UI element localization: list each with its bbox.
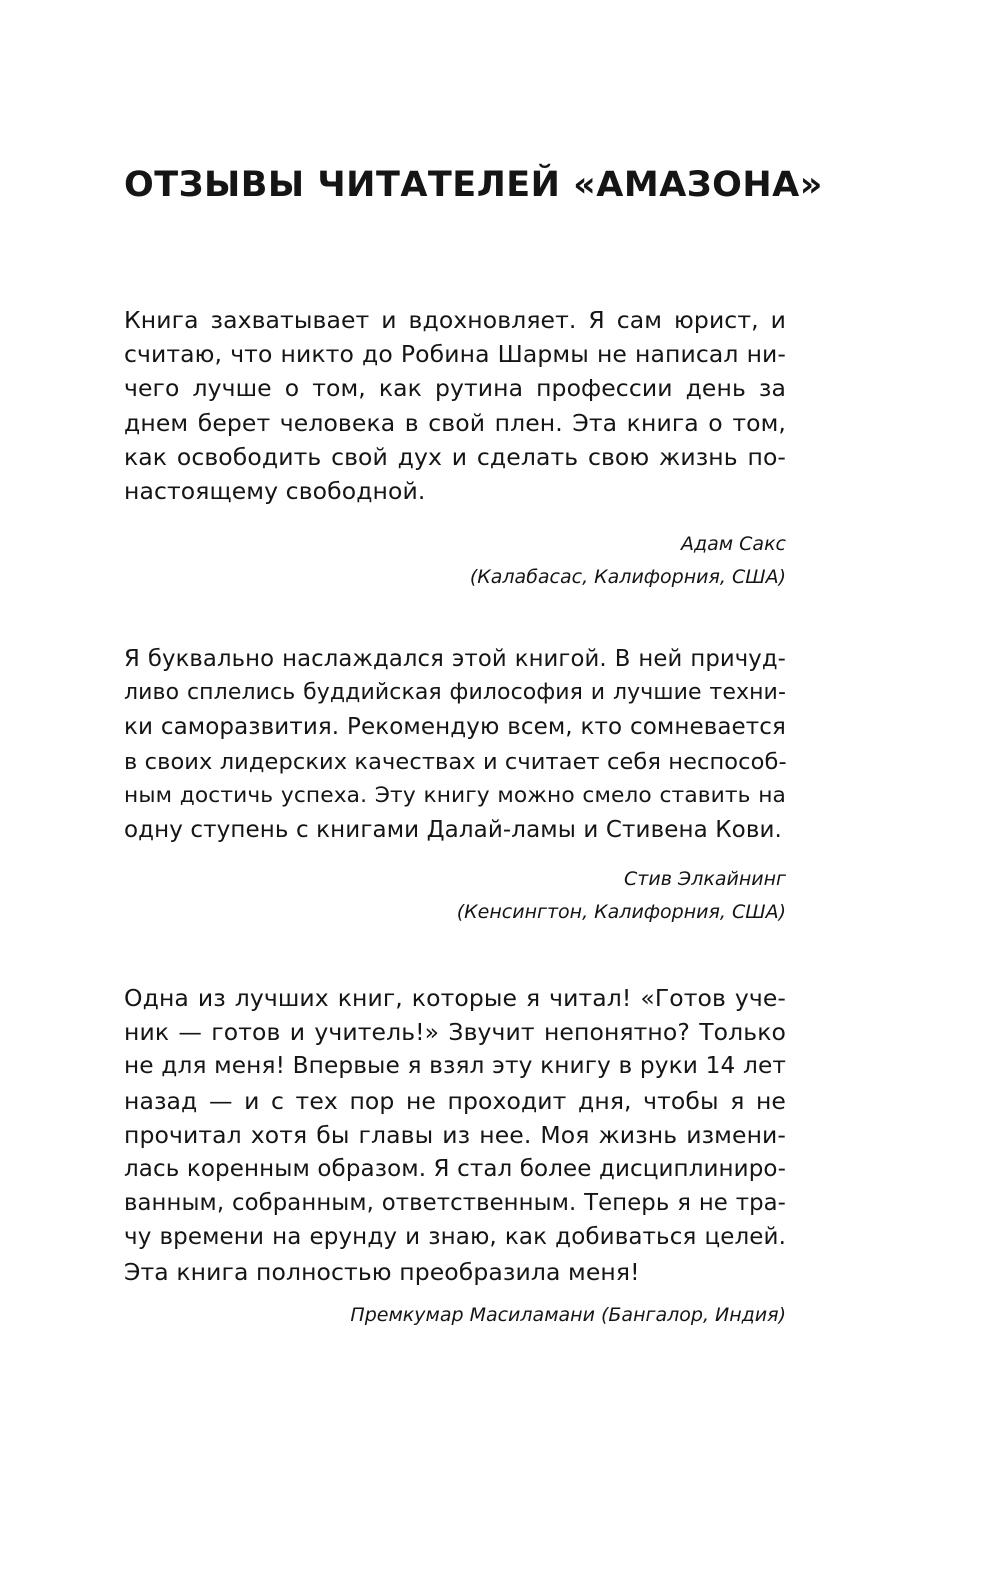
review-3-line-5: прочитал хотя бы главы из нее. Моя жизнь измени- xyxy=(124,1120,786,1149)
review-1-line-3: чего лучше о том, как рутина профессии день за xyxy=(124,374,786,403)
review-3-line-2: ник — готов и учитель!» Звучит непонятно? Только xyxy=(124,1018,786,1047)
review-1-location: (Калабасас, Калифорния, США) xyxy=(469,566,786,589)
review-1-line-2: считаю, что никто до Робина Шармы не написал ни- xyxy=(124,340,786,369)
page-title: ОТЗЫВЫ ЧИТАТЕЛЕЙ «АМАЗОНА» xyxy=(124,165,823,205)
review-1-line-1: Книга захватывает и вдохновляет. Я сам юрист, и xyxy=(124,306,786,334)
review-1 xyxy=(124,303,786,594)
review-3-line-6: лась коренным образом. Я стал более дисциплиниро- xyxy=(124,1155,786,1182)
review-2-author: Стив Элкайнинг xyxy=(624,868,786,891)
review-3-line-9: Эта книга полностью преобразила меня! xyxy=(124,1257,640,1286)
review-1-author: Адам Сакс xyxy=(681,533,786,556)
review-2-line-6: одну ступень с книгами Далай-ламы и Стивена Кови. xyxy=(124,816,782,843)
review-2-line-3: ки саморазвития. Рекомендую всем, кто сомневается xyxy=(124,714,786,741)
review-2 xyxy=(124,642,786,929)
review-3-line-1: Одна из лучших книг, которые я читал! «Готов уче- xyxy=(124,984,786,1012)
review-1-line-5: как освободить свой дух и сделать свою жизнь по- xyxy=(124,442,786,471)
review-2-line-1: Я буквально наслаждался этой книгой. В ней причуд- xyxy=(124,646,786,672)
review-2-line-5: ным достичь успеха. Эту книгу можно смело ставить на xyxy=(124,782,786,808)
review-3-line-3: не для меня! Впервые я взял эту книгу в руки 14 лет xyxy=(124,1052,786,1080)
review-3-line-8: чу времени на ерунду и знаю, как добиваться целей. xyxy=(124,1224,786,1251)
review-1-line-6: настоящему свободной. xyxy=(124,476,426,505)
review-3-line-4: назад — и с тех пор не проходит дня, чтобы я не xyxy=(124,1086,786,1115)
review-3 xyxy=(124,981,786,1332)
review-3-signature: Премкумар Масиламани (Бангалор, Индия) xyxy=(350,1303,786,1326)
review-3-line-7: ванным, собранным, ответственным. Теперь я не тра- xyxy=(124,1190,786,1217)
review-1-line-4: днем берет человека в свой плен. Эта книга о том, xyxy=(124,408,786,437)
review-2-line-4: в своих лидерских качествах и считает себя неспособ- xyxy=(124,748,787,775)
review-2-location: (Кенсингтон, Калифорния, США) xyxy=(456,901,786,924)
review-2-line-2: ливо сплелись буддийская философия и лучшие техни- xyxy=(124,680,786,706)
